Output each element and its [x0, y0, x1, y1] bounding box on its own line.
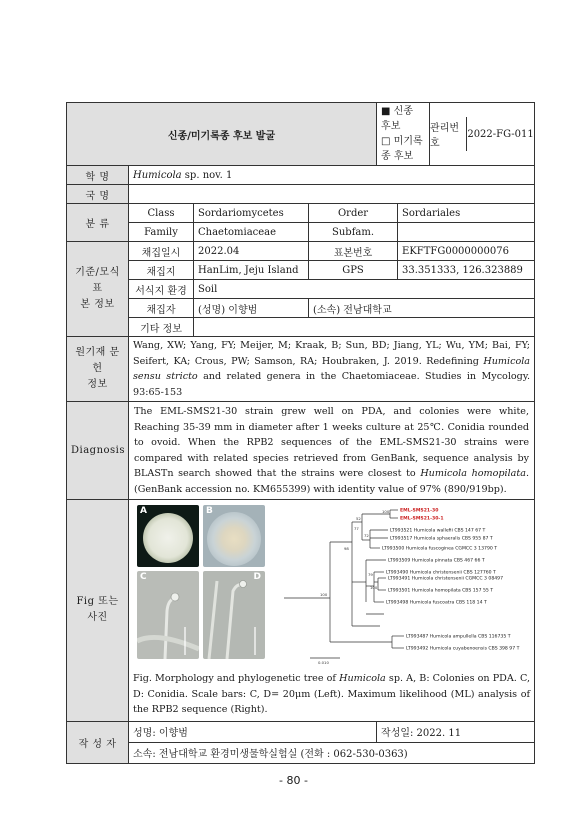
unchecked-box-icon: □: [381, 136, 391, 147]
candidate-type-options: [377, 103, 430, 166]
option-new-species[interactable]: ■ 신종 후보: [381, 106, 413, 132]
classification-label: 분 류: [67, 204, 129, 242]
order-label: Order: [309, 204, 398, 223]
korean-name-label: 국 명: [67, 185, 129, 204]
tree-taxon-11: LT993487 Humicola ampullella CBS 116735 T: [406, 634, 511, 640]
collect-place-value: HanLim, Jeju Island: [194, 261, 309, 280]
tree-taxon-8: LT993491 Humicola christensenii CGMCC 3 08497: [388, 576, 504, 582]
conidia-d-illustration: [203, 571, 265, 659]
figure-label: Fig 또는 사진: [67, 500, 129, 722]
collect-place-label: 채집지: [129, 261, 194, 280]
management-number-cell: [430, 103, 535, 166]
family-label: Family: [129, 223, 194, 242]
gps-label: GPS: [309, 261, 398, 280]
tree-taxon-4: LT993517 Humicola sphaeralis CBS 955 87 T: [390, 536, 493, 542]
form-title: 신종/미기록종 후보 발굴: [67, 103, 377, 166]
tree-taxon-2: EML-SMS21-30-1: [400, 516, 444, 522]
subfam-value: [398, 223, 535, 242]
tree-taxon-6: LT993509 Humicola pinnata CBS 467 66 T: [388, 558, 485, 564]
bootstrap-4: 72: [364, 533, 369, 538]
option-unrecorded-species[interactable]: □ 미기록종 후보: [381, 136, 423, 162]
subfam-label: Subfam.: [309, 223, 398, 242]
scientific-name-value: Humicola sp. nov. 1: [129, 166, 535, 185]
author-date: 작성일: 2022. 11: [377, 721, 535, 742]
habitat-label: 서식지 환경: [129, 280, 194, 299]
korean-name-value: [129, 185, 535, 204]
bootstrap-6: 79: [368, 572, 373, 577]
collector-affiliation: (소속) 전남대학교: [309, 299, 535, 318]
type-specimen-label: 기준/모식표 본 정보: [67, 242, 129, 337]
class-label: Class: [129, 204, 194, 223]
order-value: Sordariales: [398, 204, 535, 223]
gps-value: 33.351333, 126.323889: [398, 261, 535, 280]
author-affiliation: 소속: 전남대학교 환경미생물학실험실 (전화 : 062-530-0363): [129, 742, 535, 763]
conidia-photo-d: [203, 571, 265, 659]
tree-taxon-7: LT993490 Humicola christensenii CBS 127760 T: [386, 570, 496, 576]
reference-text: Wang, XW; Yang, FY; Meijer, M; Kraak, B; Sun, BD; Jiang, YL; Wu, YM; Bai, FY; Seifert, KA; Crous, PW; Samson, RA; Houbraken, J. 2019. Redefining Humicola sensu stricto and related genera in the Chaetomiaceae. Studies in Mycology. 93:65-153: [129, 337, 535, 402]
collect-date-value: 2022.04: [194, 242, 309, 261]
specimen-no-value: EKFTFG0000000076: [398, 242, 535, 261]
colony-photo-a: [137, 505, 199, 567]
author-label: 작 성 자: [67, 721, 129, 763]
tree-taxon-1: EML-SMS21-30: [400, 508, 439, 514]
figure-panels: [133, 503, 530, 668]
diagnosis-text: The EML-SMS21-30 strain grew well on PDA, and colonies were white, Reaching 35-39 mm in diameter after 1 weeks culture at 25℃. Conidia rounded to ovoid. When the RPB2 sequences of the EML-SMS21-30 strains were compared with related species retrieved from GenBank, sequence analysis by BLASTn search showed that the strains were closest to Humicola homopilata. (GenBank accession no. KM655399) with identity value of 97% (890/919bp).: [129, 402, 535, 500]
collector-label: 채집자: [129, 299, 194, 318]
colony-photo-b: [203, 505, 265, 567]
collector-name: (성명) 이향범: [194, 299, 309, 318]
phylogenetic-tree: [280, 506, 532, 666]
conidia-c-illustration: [137, 571, 199, 659]
tree-taxon-5: LT993500 Humicola fuscoginea CGMCC 3 13790 T: [382, 546, 498, 552]
scientific-name-label: 학 명: [67, 166, 129, 185]
tree-taxon-9: LT993501 Humicola homopilata CBS 157 55 T: [388, 588, 494, 594]
panel-b-label: B: [206, 506, 213, 516]
bootstrap-1: 100: [382, 509, 390, 514]
tree-taxon-12: LT993492 Humicola cuyabenoensis CBS 398 97 T: [406, 646, 520, 652]
page-number: - 80 -: [279, 774, 308, 787]
tree-scale-label: 0.010: [318, 660, 329, 665]
bootstrap-2: 52: [356, 516, 361, 521]
bootstrap-3: 77: [354, 526, 359, 531]
class-value: Sordariomycetes: [194, 204, 309, 223]
habitat-value: Soil: [194, 280, 535, 299]
figure-caption: Fig. Morphology and phylogenetic tree of Humicola sp. A, B: Colonies on PDA. C, D: Conidia. Scale bars: C, D= 20μm (Left). Maximum likelihood (ML) analysis of the RPB2 sequence (Right).: [133, 673, 531, 715]
panel-d-label: D: [253, 572, 261, 582]
specimen-record-sheet: [66, 102, 534, 764]
tree-taxon-10: LT993498 Humicola fuscoatra CBS 118 14 T: [386, 600, 487, 606]
mgmt-label: 관리번호: [430, 117, 467, 151]
conidia-photo-c: [137, 571, 199, 659]
tree-taxon-3: LT993521 Humicola wallefii CBS 147 67 T: [390, 528, 486, 534]
etc-value: [194, 318, 535, 337]
bootstrap-8: 100: [320, 592, 328, 597]
collect-date-label: 채집일시: [129, 242, 194, 261]
panel-a-label: A: [140, 506, 147, 516]
bootstrap-5: 98: [344, 546, 349, 551]
bootstrap-7: 100: [370, 585, 378, 590]
reference-label: 원기재 문헌 정보: [67, 337, 129, 402]
record-table: [66, 102, 535, 764]
author-name: 성명: 이향범: [129, 721, 377, 742]
family-value: Chaetomiaceae: [194, 223, 309, 242]
etc-label: 기타 정보: [129, 318, 194, 337]
mgmt-value: 2022-FG-011: [467, 128, 534, 140]
figure-cell: [129, 500, 535, 722]
panel-c-label: C: [140, 572, 147, 582]
specimen-no-label: 표본번호: [309, 242, 398, 261]
checked-box-icon: ■: [381, 106, 391, 117]
diagnosis-label: Diagnosis: [67, 402, 129, 500]
